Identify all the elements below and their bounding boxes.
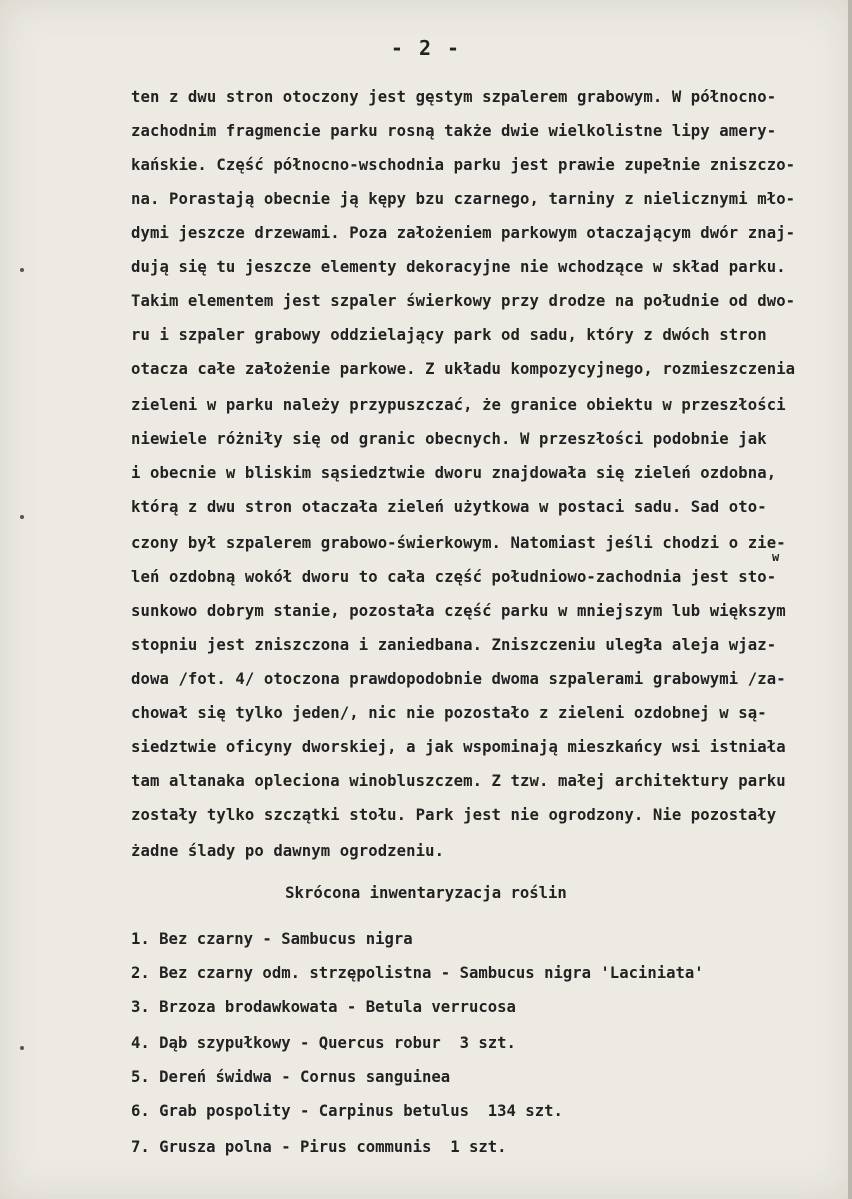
inventory-item: 6. Grab pospolity - Carpinus betulus 134 szt.: [131, 1102, 563, 1120]
text-line: stopniu jest zniszczona i zaniedbana. Zniszczeniu uległa aleja wjaz-: [131, 636, 777, 654]
text-line: niewiele różniły się od granic obecnych. W przeszłości podobnie jak: [131, 430, 767, 448]
inventory-item: 1. Bez czarny - Sambucus nigra: [131, 930, 413, 948]
text-line: zieleni w parku należy przypuszczać, że granice obiektu w przeszłości: [131, 396, 786, 414]
text-line: sunkowo dobrym stanie, pozostała część parku w mniejszym lub większym: [131, 602, 786, 620]
text-line: leń ozdobną wokół dworu to cała część południowo-zachodnia jest sto-: [131, 568, 777, 586]
text-line: otacza całe założenie parkowe. Z układu kompozycyjnego, rozmieszczenia: [131, 360, 796, 378]
text-line: siedztwie oficyny dworskiej, a jak wspominają mieszkańcy wsi istniała: [131, 738, 786, 756]
text-line: dymi jeszcze drzewami. Poza założeniem parkowym otaczającym dwór znaj-: [131, 224, 796, 242]
text-line: na. Porastają obecnie ją kępy bzu czarnego, tarniny z nielicznymi mło-: [131, 190, 796, 208]
text-line: chował się tylko jeden/, nic nie pozostało z zieleni ozdobnej w są-: [131, 704, 767, 722]
text-line: tam altanaka opleciona winobluszczem. Z tzw. małej architektury parku: [131, 772, 786, 790]
text-line: czony był szpalerem grabowo-świerkowym. Natomiast jeśli chodzi o zie-: [131, 534, 786, 552]
margin-dot: [20, 1046, 24, 1050]
section-heading: Skrócona inwentaryzacja roślin: [285, 884, 567, 902]
margin-dot: [20, 268, 24, 272]
inventory-item: 7. Grusza polna - Pirus communis 1 szt.: [131, 1138, 507, 1156]
text-line: zachodnim fragmencie parku rosną także dwie wielkolistne lipy amery-: [131, 122, 777, 140]
inventory-item: 3. Brzoza brodawkowata - Betula verrucosa: [131, 998, 516, 1016]
text-line: ru i szpaler grabowy oddzielający park od sadu, który z dwóch stron: [131, 326, 767, 344]
inventory-item: 5. Dereń świdwa - Cornus sanguinea: [131, 1068, 451, 1086]
page-edge: [848, 0, 852, 1199]
text-line: zostały tylko szczątki stołu. Park jest nie ogrodzony. Nie pozostały: [131, 806, 777, 824]
inventory-item: 4. Dąb szypułkowy - Quercus robur 3 szt.: [131, 1034, 516, 1052]
inserted-mark: w: [772, 550, 780, 564]
text-line: i obecnie w bliskim sąsiedztwie dworu znajdowała się zieleń ozdobna,: [131, 464, 777, 482]
text-line: kańskie. Część północno-wschodnia parku jest prawie zupełnie zniszczo-: [131, 156, 796, 174]
text-line: żadne ślady po dawnym ogrodzeniu.: [131, 842, 445, 860]
page-number: - 2 -: [390, 36, 462, 60]
text-line: Takim elementem jest szpaler świerkowy przy drodze na południe od dwo-: [131, 292, 796, 310]
text-line: którą z dwu stron otaczała zieleń użytkowa w postaci sadu. Sad oto-: [131, 498, 767, 516]
text-line: dowa /fot. 4/ otoczona prawdopodobnie dwoma szpalerami grabowymi /za-: [131, 670, 786, 688]
inventory-item: 2. Bez czarny odm. strzępolistna - Sambucus nigra 'Laciniata': [131, 964, 704, 982]
text-line: ten z dwu stron otoczony jest gęstym szpalerem grabowym. W północno-: [131, 88, 777, 106]
margin-dot: [20, 515, 24, 519]
text-line: dują się tu jeszcze elementy dekoracyjne nie wchodzące w skład parku.: [131, 258, 786, 276]
